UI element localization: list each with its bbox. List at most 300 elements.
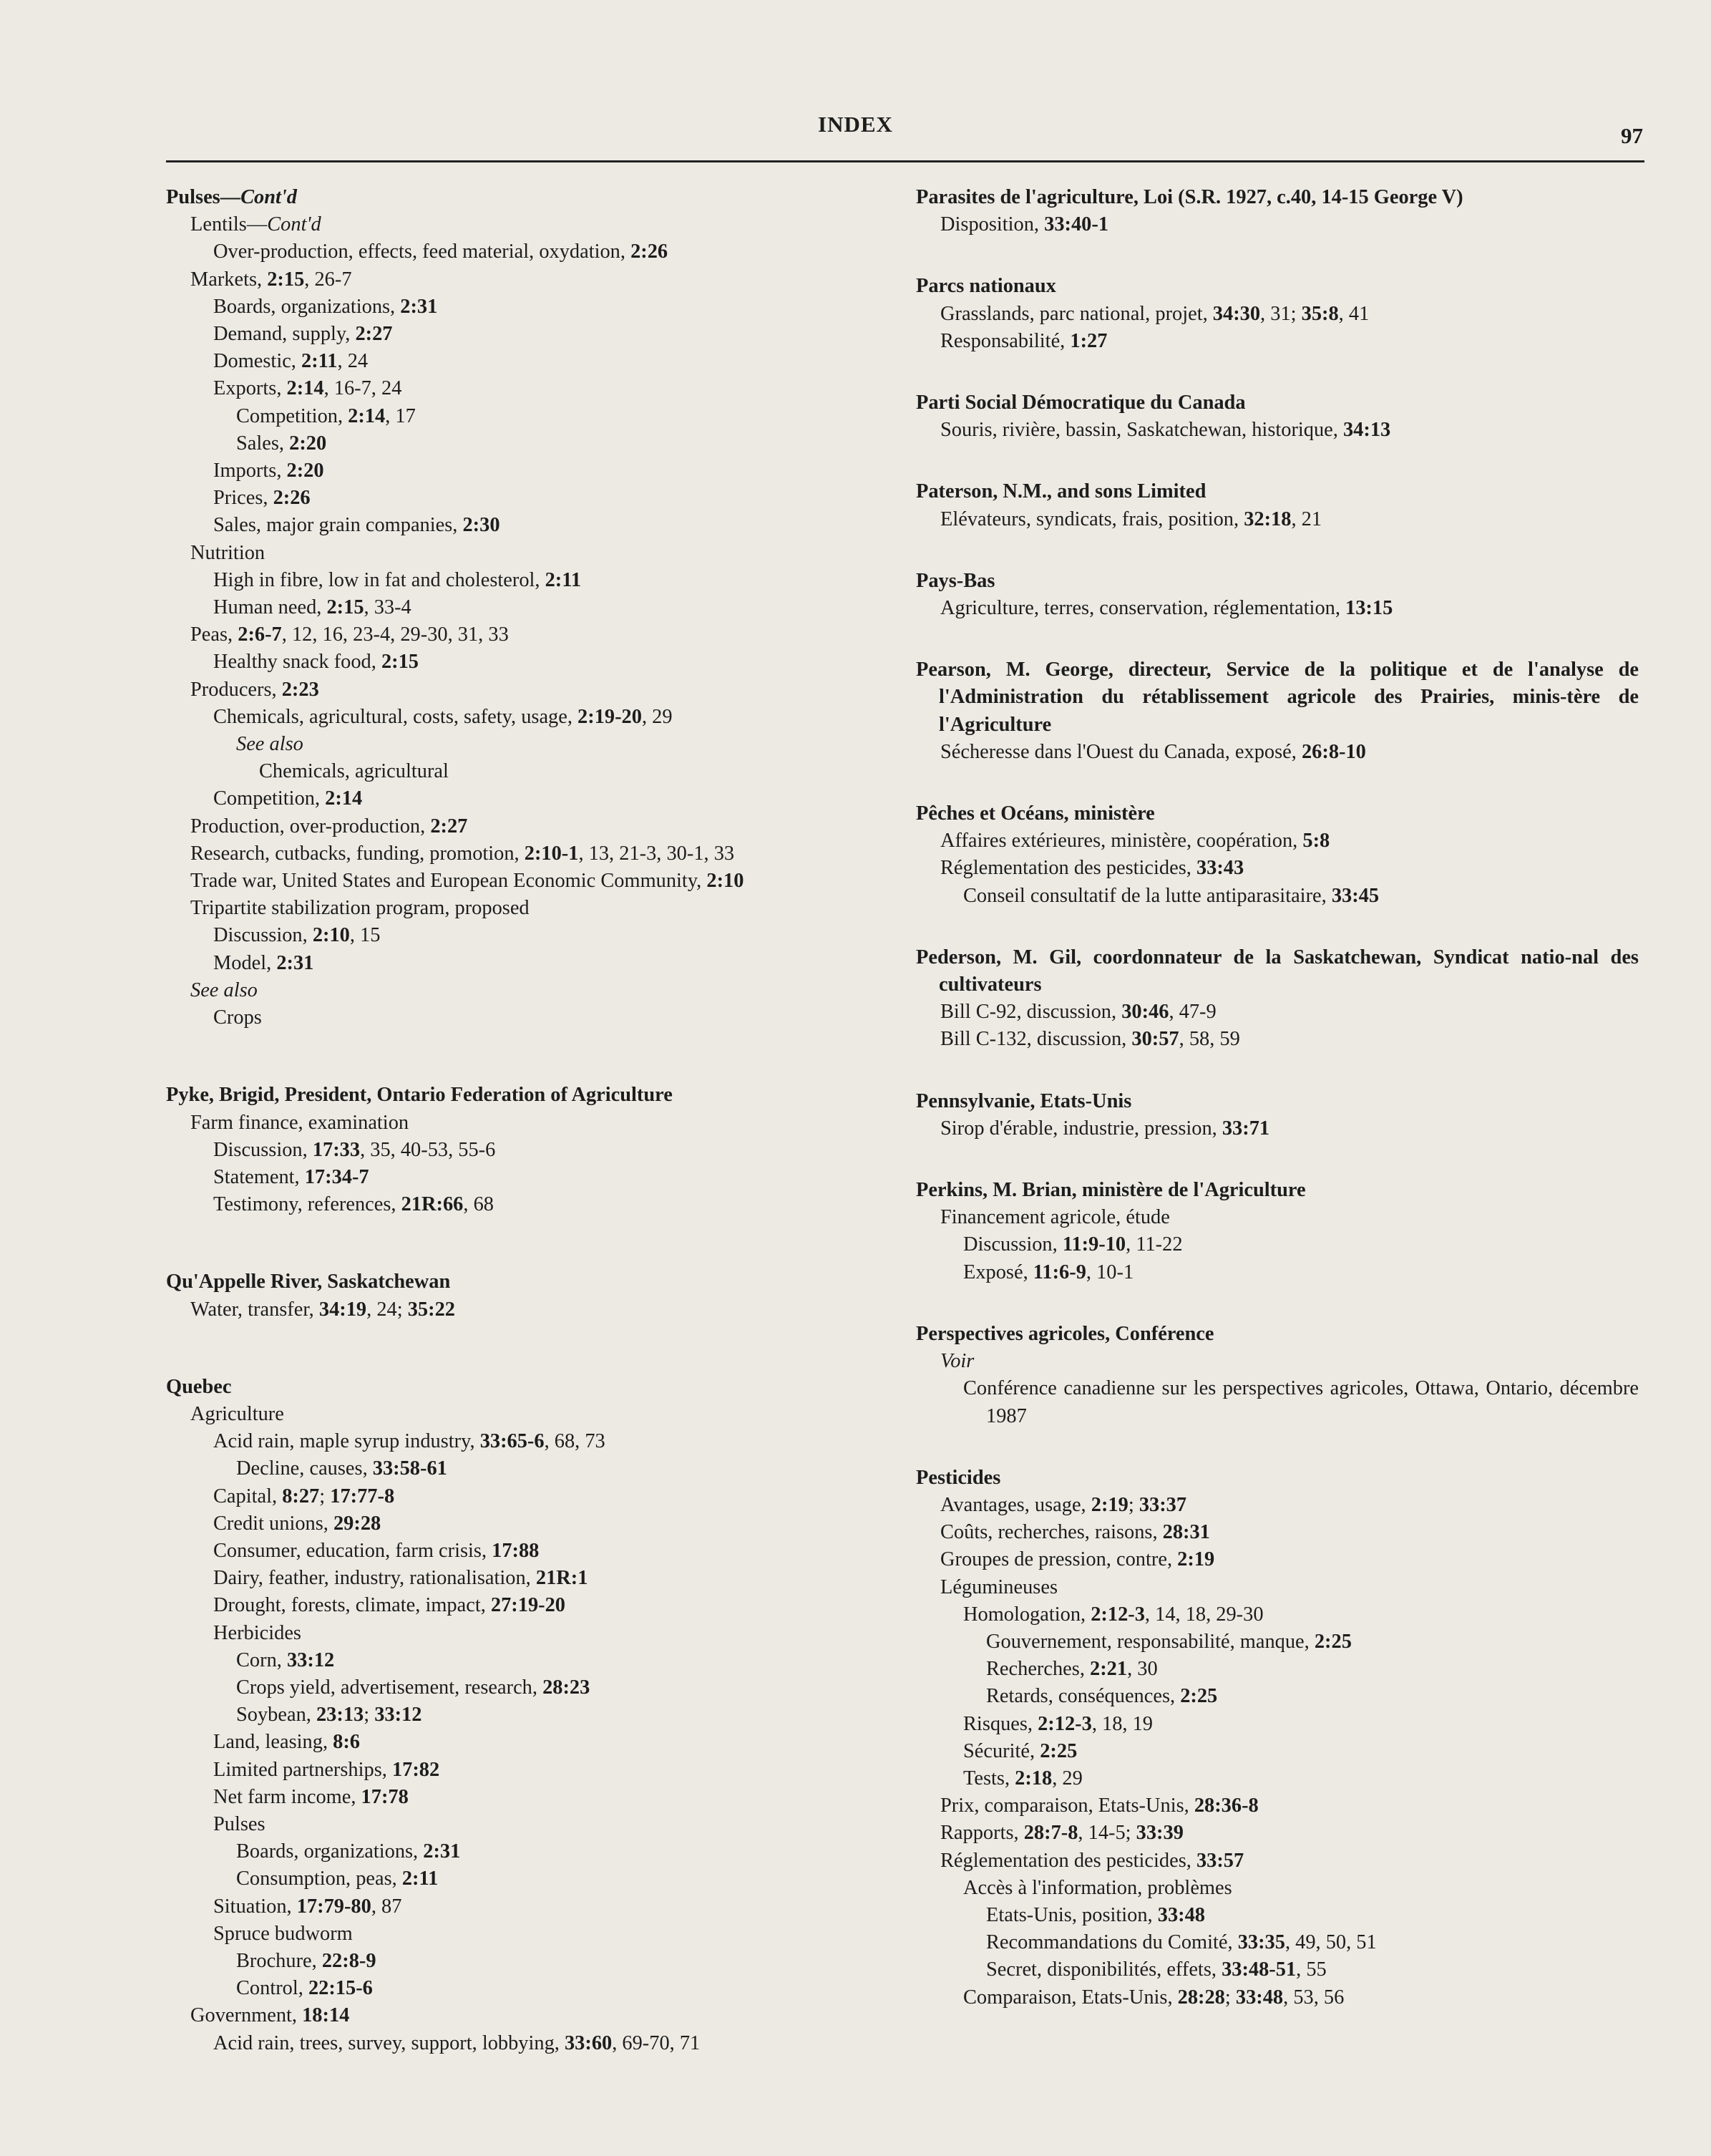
index-entry — [213, 950, 882, 977]
page-reference: 18:14 — [302, 2004, 350, 2027]
page-number: 97 — [1621, 123, 1643, 148]
entry-text: Model, — [213, 951, 277, 974]
left-column — [166, 184, 882, 2057]
index-heading — [166, 1374, 882, 1401]
index-heading — [916, 184, 1639, 211]
entry-text: Nutrition — [190, 541, 265, 564]
entry-text: Discussion, — [213, 1138, 313, 1161]
page-reference: 17:78 — [361, 1785, 409, 1808]
page-reference: 1:27 — [1070, 329, 1108, 352]
index-entry — [213, 1729, 882, 1756]
page-reference: 33:12 — [374, 1704, 422, 1727]
entry-text: High in fibre, low in fat and cholesterol, — [213, 568, 545, 591]
entry-text: Comparaison, Etats-Unis, — [963, 1986, 1178, 2009]
entry-pages: ; — [364, 1704, 375, 1727]
entry-text: Crops — [213, 1006, 262, 1029]
entry-text: Pulses— — [166, 186, 241, 208]
index-entry — [986, 1902, 1639, 1929]
page-reference: 28:23 — [542, 1676, 590, 1699]
entry-italic: Cont'd — [240, 186, 298, 208]
page-reference: 2:15 — [267, 268, 305, 291]
entry-text: Parasites de l'agriculture, Loi (S.R. 1927, c.40, 14-15 George V) — [916, 186, 1463, 208]
page-reference: 2:31 — [400, 295, 438, 318]
entry-text: Chemicals, agricultural — [259, 760, 449, 783]
index-entry — [940, 1492, 1639, 1519]
entry-text: Conférence canadienne sur les perspectives agricoles, Ottawa, Ontario, décembre 1987 — [963, 1377, 1639, 1427]
page-reference: 2:14 — [286, 377, 324, 400]
page-reference: 2:11 — [401, 1868, 439, 1890]
entry-pages: ; — [319, 1485, 331, 1507]
entry-text: Prices, — [213, 487, 273, 510]
entry-pages: , 41 — [1338, 302, 1370, 325]
entry-text: Pennsylvanie, Etats-Unis — [916, 1089, 1132, 1112]
entry-text: Competition, — [213, 787, 326, 810]
entry-text: Producers, — [190, 678, 282, 701]
index-entry — [259, 758, 882, 785]
page-reference: 2:11 — [545, 568, 582, 591]
entry-text: Groupes de pression, contre, — [940, 1548, 1178, 1571]
index-entry — [940, 1574, 1639, 1601]
page-reference: 2:20 — [286, 460, 324, 482]
index-entry — [190, 621, 882, 649]
entry-text: Coûts, recherches, raisons, — [940, 1521, 1163, 1544]
page-reference: 2:10-1 — [524, 842, 579, 865]
index-entry — [213, 348, 882, 375]
entry-pages: , 31; — [1260, 302, 1302, 325]
entry-pages: , 47-9 — [1169, 1001, 1217, 1024]
page-reference: 2:14 — [348, 404, 386, 427]
entry-text: Government, — [190, 2004, 303, 2027]
index-heading — [916, 1465, 1639, 1492]
entry-text: Corn, — [236, 1648, 287, 1671]
index-entry — [236, 1674, 882, 1701]
index-heading — [166, 1082, 882, 1109]
page-reference: 17:77-8 — [330, 1485, 395, 1507]
entry-text: Limited partnerships, — [213, 1758, 392, 1781]
index-entry — [213, 785, 882, 812]
entry-text: Imports, — [213, 460, 287, 482]
index-entry — [190, 840, 882, 868]
page-reference: 2:15 — [381, 651, 419, 674]
index-entry — [190, 540, 882, 567]
page-reference: 11:9-10 — [1062, 1233, 1126, 1256]
entry-pages: , 11-22 — [1126, 1233, 1183, 1256]
page-reference: 33:60 — [564, 2031, 613, 2054]
entry-text: Agriculture, terres, conservation, réglementation, — [940, 597, 1346, 620]
entry-text: Markets, — [190, 268, 268, 291]
index-entry — [236, 403, 882, 430]
index-entry — [963, 1765, 1639, 1792]
page-reference: 33:39 — [1136, 1822, 1184, 1845]
entry-text: Testimony, references, — [213, 1193, 401, 1216]
index-entry — [213, 1483, 882, 1510]
index-entry — [963, 1875, 1639, 1902]
page-reference: 2:6-7 — [238, 623, 282, 646]
index-heading — [916, 568, 1639, 595]
page-reference: 2:27 — [355, 323, 393, 346]
page-reference: 33:48 — [1157, 1903, 1205, 1926]
entry-text: Consumer, education, farm crisis, — [213, 1539, 492, 1562]
entry-text: Avantages, usage, — [940, 1493, 1091, 1516]
entry-text: Sales, — [236, 432, 290, 455]
page-reference: 2:25 — [1040, 1739, 1078, 1762]
index-entry — [963, 1984, 1639, 2011]
index-entry — [236, 1701, 882, 1729]
entry-pages: , 68 — [463, 1193, 494, 1216]
index-entry — [940, 739, 1639, 766]
entry-text: Tripartite stabilization program, proposed — [190, 897, 530, 920]
index-entry — [213, 2030, 882, 2057]
entry-text: Situation, — [213, 1895, 297, 1918]
index-entry — [190, 266, 882, 293]
entry-text: Retards, conséquences, — [986, 1685, 1181, 1708]
page-reference: 33:43 — [1196, 857, 1244, 880]
entry-text: Parti Social Démocratique du Canada — [916, 392, 1246, 414]
page-reference: 2:15 — [326, 596, 364, 619]
entry-text: Boards, organizations, — [213, 295, 401, 318]
index-entry — [940, 1847, 1639, 1875]
index-entry — [940, 999, 1639, 1026]
entry-pages: , 53, 56 — [1283, 1986, 1345, 2009]
entry-text: Land, leasing, — [213, 1731, 333, 1754]
index-entry — [963, 1738, 1639, 1765]
entry-text: Risques, — [963, 1712, 1038, 1735]
index-entry — [213, 1893, 882, 1921]
index-entry — [940, 1820, 1639, 1847]
entry-text: Sécheresse dans l'Ouest du Canada, exposé, — [940, 740, 1302, 763]
index-entry — [940, 301, 1639, 328]
index-heading — [916, 478, 1639, 505]
index-entry — [190, 211, 882, 238]
page-reference: 28:31 — [1162, 1521, 1210, 1544]
entry-text: Responsabilité, — [940, 329, 1071, 352]
entry-text: Net farm income, — [213, 1785, 361, 1808]
entry-text: Sales, major grain companies, — [213, 514, 463, 537]
entry-text: Crops yield, advertisement, research, — [236, 1676, 543, 1699]
entry-pages: ; — [1224, 1986, 1236, 2009]
index-entry — [236, 1838, 882, 1865]
page-reference: 30:57 — [1131, 1028, 1179, 1051]
entry-pages: ; — [1128, 1493, 1139, 1516]
index-entry — [213, 1004, 882, 1031]
page-reference: 34:13 — [1342, 419, 1391, 442]
page-reference: 28:7-8 — [1023, 1822, 1078, 1845]
page-reference: 2:12-3 — [1038, 1712, 1092, 1735]
entry-text: Pearson, M. George, directeur, Service de la politique et de l'analyse de l'Administration du rétablissement agricole des Prairies, minis-tère de l'Agriculture — [916, 659, 1639, 736]
index-entry — [190, 895, 882, 922]
entry-text: Pêches et Océans, ministère — [916, 802, 1155, 825]
index-entry — [986, 1956, 1639, 1983]
page-reference: 2:10 — [706, 870, 744, 893]
entry-text: Rapports, — [940, 1822, 1024, 1845]
index-entry — [213, 594, 882, 621]
index-entry — [213, 485, 882, 512]
page-reference: 11:6-9 — [1033, 1261, 1086, 1283]
index-entry — [940, 595, 1639, 622]
index-heading — [916, 1088, 1639, 1115]
page-reference: 2:26 — [273, 487, 311, 510]
page-reference: 22:8-9 — [321, 1949, 376, 1972]
page-reference: 2:19 — [1177, 1548, 1215, 1571]
index-entry — [213, 1592, 882, 1619]
index-entry — [963, 1259, 1639, 1286]
entry-text: Conseil consultatif de la lutte antiparasitaire, — [963, 884, 1332, 907]
page-reference: 2:25 — [1180, 1685, 1218, 1708]
entry-text: Competition, — [236, 404, 348, 427]
page-reference: 29:28 — [333, 1512, 381, 1535]
page-reference: 2:26 — [630, 241, 668, 263]
index-heading — [166, 1268, 882, 1296]
index-entry — [940, 1204, 1639, 1231]
page-reference: 2:10 — [312, 924, 350, 947]
entry-pages: , 24; — [366, 1298, 408, 1321]
entry-text: Production, over-production, — [190, 815, 431, 837]
entry-text: Légumineuses — [940, 1575, 1058, 1598]
entry-text: Quebec — [166, 1375, 232, 1398]
page-reference: 33:65-6 — [479, 1430, 545, 1453]
entry-text: Sirop d'érable, industrie, pression, — [940, 1117, 1222, 1140]
page-reference: 2:11 — [301, 350, 338, 373]
entry-pages: , 69-70, 71 — [612, 2031, 701, 2054]
entry-text: Drought, forests, climate, impact, — [213, 1594, 491, 1617]
entry-text: Homologation, — [963, 1603, 1091, 1626]
index-entry — [190, 813, 882, 840]
entry-text: Perspectives agricoles, Conférence — [916, 1322, 1214, 1345]
entry-text: Healthy snack food, — [213, 651, 381, 674]
entry-pages: , 24 — [337, 350, 369, 373]
index-entry — [940, 1115, 1639, 1142]
header-rule — [166, 160, 1644, 162]
index-entry — [213, 238, 882, 266]
page-reference: 2:14 — [325, 787, 363, 810]
index-entry — [213, 704, 882, 731]
index-entry — [236, 430, 882, 457]
index-entry — [213, 649, 882, 676]
index-entry — [963, 883, 1639, 910]
index-entry — [963, 1375, 1639, 1429]
entry-text: Financement agricole, étude — [940, 1206, 1170, 1229]
entry-text: Pays-Bas — [916, 569, 995, 592]
page-reference: 33:40-1 — [1044, 213, 1109, 236]
entry-text: Herbicides — [213, 1621, 301, 1644]
index-entry — [940, 417, 1639, 444]
page-reference: 33:58-61 — [372, 1457, 447, 1480]
entry-text: Decline, causes, — [236, 1457, 373, 1480]
entry-pages: , 10-1 — [1086, 1261, 1134, 1283]
entry-pages: , 29 — [1052, 1767, 1083, 1790]
index-entry — [190, 868, 882, 895]
entry-pages: , 18, 19 — [1091, 1712, 1153, 1735]
index-entry — [190, 977, 882, 1004]
entry-text: Souris, rivière, bassin, Saskatchewan, historique, — [940, 419, 1343, 442]
page-reference: 8:6 — [333, 1731, 361, 1754]
page-reference: 2:12-3 — [1091, 1603, 1145, 1626]
entry-text: Gouvernement, responsabilité, manque, — [986, 1630, 1315, 1653]
index-heading — [916, 656, 1639, 739]
page-reference: 26:8-10 — [1301, 740, 1366, 763]
entry-text: Spruce budworm — [213, 1922, 353, 1945]
page-reference: 2:31 — [423, 1840, 461, 1863]
entry-text: Qu'Appelle River, Saskatchewan — [166, 1271, 451, 1293]
index-entry — [236, 731, 882, 758]
entry-text: Dairy, feather, industry, rationalisation, — [213, 1567, 536, 1590]
page-reference: 28:28 — [1177, 1986, 1225, 2009]
entry-text: Lentils— — [190, 213, 268, 236]
page-reference: 34:19 — [318, 1298, 367, 1321]
index-entry — [986, 1683, 1639, 1710]
entry-italic: Cont'd — [267, 213, 321, 236]
index-entry — [213, 293, 882, 321]
page-reference: 30:46 — [1121, 1001, 1169, 1024]
entry-text: Over-production, effects, feed material, oxydation, — [213, 241, 631, 263]
entry-text: Recommandations du Comité, — [986, 1931, 1238, 1954]
entry-text: Brochure, — [236, 1949, 322, 1972]
page-title: INDEX — [818, 112, 893, 137]
index-entry — [940, 1348, 1639, 1375]
entry-text: Control, — [236, 1977, 308, 2000]
page-reference: 33:48 — [1235, 1986, 1284, 2009]
entry-text: Boards, organizations, — [236, 1840, 424, 1863]
entry-text: Recherches, — [986, 1658, 1091, 1681]
index-entry — [190, 1296, 882, 1324]
index-entry — [190, 2002, 882, 2029]
page-reference: 21R:66 — [401, 1193, 464, 1216]
entry-text: Consumption, peas, — [236, 1868, 402, 1890]
index-entry — [213, 1510, 882, 1538]
index-entry — [940, 1026, 1639, 1053]
index-entry — [940, 1792, 1639, 1820]
entry-pages: , 13, 21-3, 30-1, 33 — [578, 842, 735, 865]
page-reference: 35:8 — [1301, 302, 1339, 325]
entry-text: Capital, — [213, 1485, 283, 1507]
entry-text: Exports, — [213, 377, 287, 400]
index-entry — [213, 321, 882, 348]
entry-text: Credit unions, — [213, 1512, 333, 1535]
page-reference: 33:37 — [1139, 1493, 1187, 1516]
index-entry — [213, 1191, 882, 1218]
page-reference: 34:30 — [1212, 302, 1261, 325]
page-reference: 27:19-20 — [490, 1594, 565, 1617]
entry-text: Affaires extérieures, ministère, coopération, — [940, 830, 1303, 853]
index-entry — [963, 1601, 1639, 1628]
index-entry — [940, 506, 1639, 533]
index-entry — [236, 1975, 882, 2002]
index-entry — [190, 676, 882, 704]
index-entry — [940, 827, 1639, 855]
page-reference: 33:12 — [286, 1648, 335, 1671]
index-entry — [963, 1711, 1639, 1738]
entry-pages: , 26-7 — [304, 268, 352, 291]
entry-text: Tests, — [963, 1767, 1015, 1790]
index-entry — [236, 1647, 882, 1674]
page-reference: 8:27 — [282, 1485, 320, 1507]
page-reference: 17:33 — [312, 1138, 361, 1161]
index-entry — [213, 512, 882, 539]
page-reference: 2:30 — [462, 514, 500, 537]
page-reference: 13:15 — [1345, 597, 1393, 620]
entry-text: Parcs nationaux — [916, 275, 1056, 298]
index-entry — [213, 922, 882, 949]
entry-text: Demand, supply, — [213, 323, 356, 346]
entry-text: Research, cutbacks, funding, promotion, — [190, 842, 525, 865]
entry-text: Paterson, N.M., and sons Limited — [916, 480, 1207, 503]
entry-text: Water, transfer, — [190, 1298, 319, 1321]
entry-italic: Voir — [940, 1350, 975, 1373]
entry-pages: , 15 — [349, 924, 381, 947]
index-entry — [213, 567, 882, 594]
entry-pages: , 16-7, 24 — [323, 377, 402, 400]
index-entry — [213, 375, 882, 402]
page-reference: 2:31 — [276, 951, 314, 974]
entry-text: Disposition, — [940, 213, 1045, 236]
index-heading — [916, 944, 1639, 999]
index-heading — [916, 389, 1639, 417]
entry-pages: , 12, 16, 23-4, 29-30, 31, 33 — [281, 623, 509, 646]
index-entry — [213, 1757, 882, 1784]
index-entry — [213, 1811, 882, 1838]
entry-italic: See also — [236, 733, 303, 756]
entry-pages: , 14-5; — [1078, 1822, 1136, 1845]
page-reference: 17:34-7 — [304, 1165, 369, 1188]
entry-pages: , 58, 59 — [1179, 1028, 1240, 1051]
entry-text: Pyke, Brigid, President, Ontario Federation of Agriculture — [166, 1084, 673, 1107]
entry-text: Perkins, M. Brian, ministère de l'Agriculture — [916, 1179, 1306, 1202]
index-heading — [916, 1321, 1639, 1348]
entry-text: Discussion, — [213, 924, 313, 947]
page-reference: 2:25 — [1314, 1630, 1352, 1653]
index-entry — [963, 1231, 1639, 1258]
entry-text: Statement, — [213, 1165, 305, 1188]
index-heading — [916, 1177, 1639, 1204]
index-entry — [213, 1428, 882, 1455]
entry-pages: , 21 — [1291, 508, 1322, 530]
entry-text: Sécurité, — [963, 1739, 1040, 1762]
page-reference: 2:18 — [1015, 1767, 1053, 1790]
entry-text: Réglementation des pesticides, — [940, 857, 1196, 880]
page-reference: 28:36-8 — [1194, 1795, 1259, 1817]
entry-text: Soybean, — [236, 1704, 316, 1727]
index-entry — [213, 1921, 882, 1948]
index-entry — [236, 1455, 882, 1482]
entry-text: Accès à l'information, problèmes — [963, 1876, 1232, 1899]
index-heading — [166, 184, 882, 211]
entry-pages: , 30 — [1127, 1658, 1158, 1681]
index-entry — [213, 1784, 882, 1811]
page-reference: 33:35 — [1237, 1931, 1285, 1954]
page-reference: 5:8 — [1302, 830, 1330, 853]
page-reference: 17:79-80 — [296, 1895, 371, 1918]
page-reference: 35:22 — [407, 1298, 455, 1321]
page-reference: 32:18 — [1244, 508, 1292, 530]
entry-text: Human need, — [213, 596, 327, 619]
page-reference: 2:23 — [281, 678, 319, 701]
entry-text: Pesticides — [916, 1466, 1001, 1489]
index-entry — [986, 1656, 1639, 1683]
entry-pages: , 55 — [1296, 1958, 1327, 1981]
entry-text: Prix, comparaison, Etats-Unis, — [940, 1795, 1194, 1817]
entry-text: Bill C-132, discussion, — [940, 1028, 1132, 1051]
entry-text: Secret, disponibilités, effets, — [986, 1958, 1222, 1981]
index-entry — [213, 457, 882, 485]
right-column — [916, 184, 1639, 2011]
page-reference: 33:71 — [1222, 1117, 1270, 1140]
index-entry — [940, 855, 1639, 882]
page-reference: 33:48-51 — [1222, 1958, 1297, 1981]
entry-text: Acid rain, maple syrup industry, — [213, 1430, 480, 1453]
index-heading — [916, 273, 1639, 300]
entry-text: Réglementation des pesticides, — [940, 1849, 1196, 1872]
index-entry — [940, 1519, 1639, 1546]
